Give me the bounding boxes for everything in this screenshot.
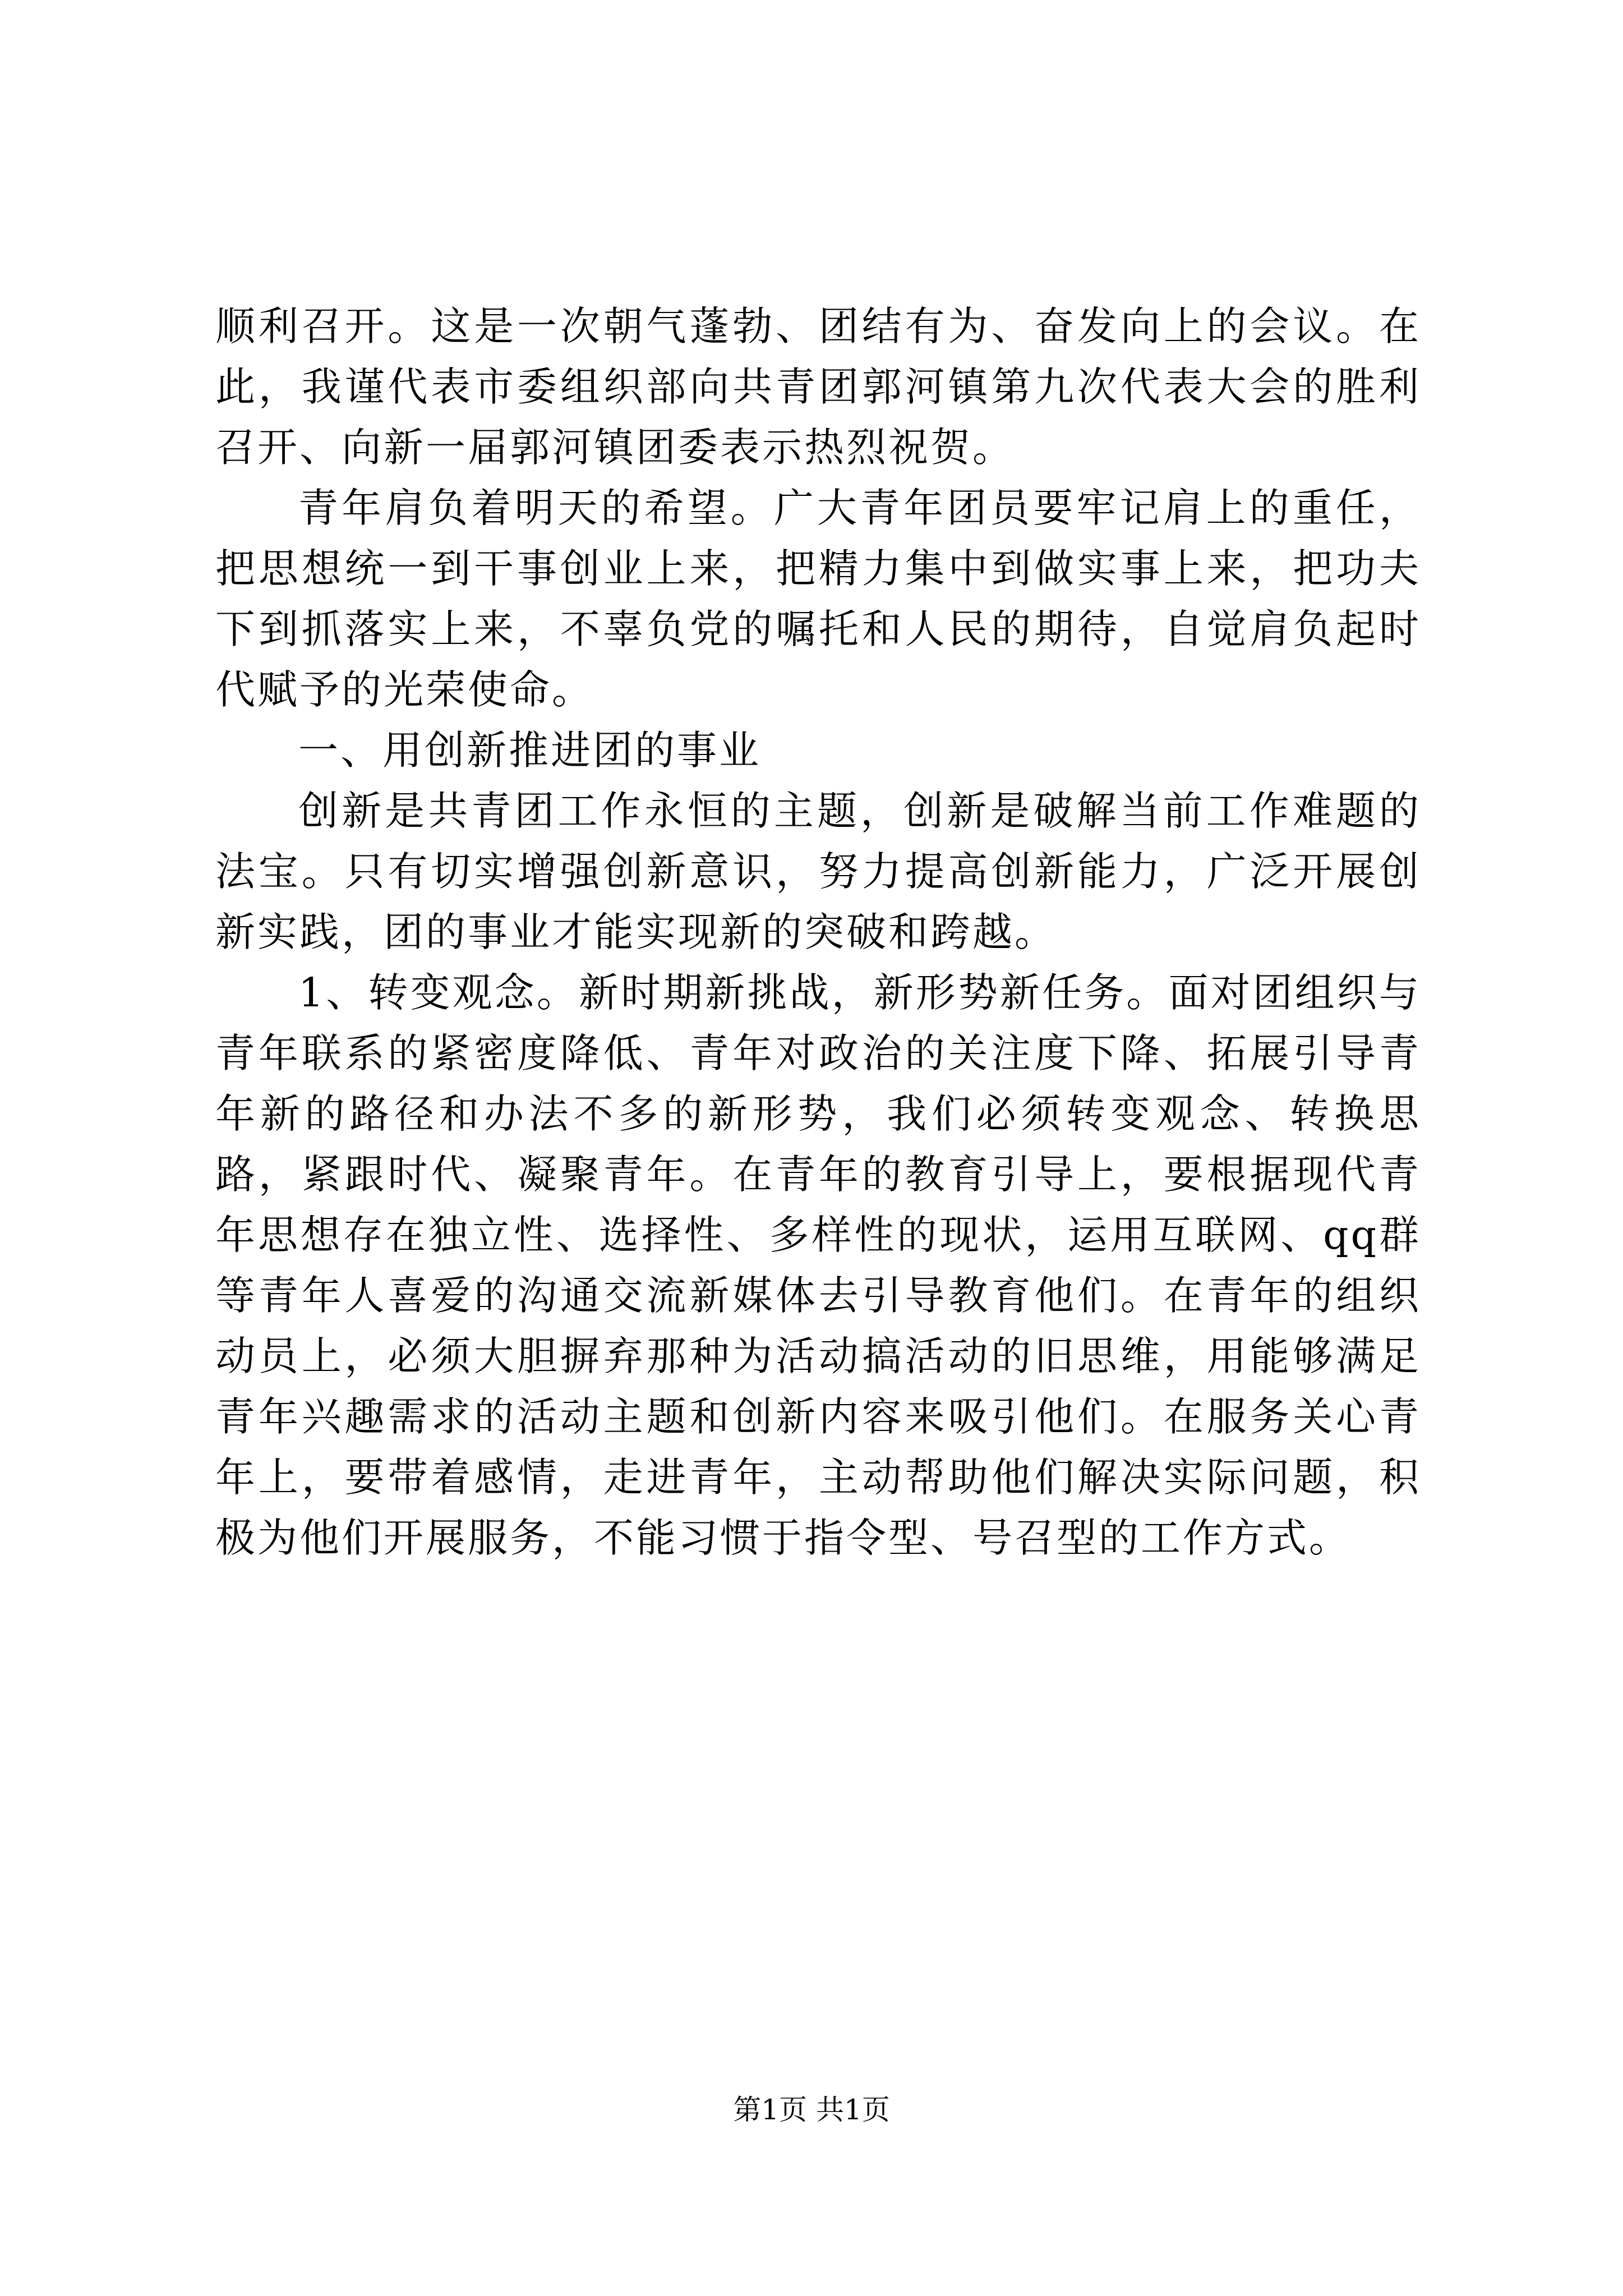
page-footer: 第1页 共1页 (733, 2093, 890, 2126)
paragraph-innovation: 创新是共青团工作永恒的主题，创新是破解当前工作难题的法宝。只有切实增强创新意识，努力提高创新能力，广泛开展创新实践，团的事业才能实现新的突破和跨越。 (215, 788, 1421, 955)
section-heading-innovation: 一、用创新推进团的事业 (298, 727, 762, 774)
document-body (215, 296, 1421, 1568)
paragraph-youth-hope: 青年肩负着明天的希望。广大青年团员要牢记肩上的重任，把思想统一到干事创业上来，把精力集中到做实事上来，把功夫下到抓落实上来，不辜负党的嘱托和人民的期待，自觉肩负起时代赋予的光荣使命。 (215, 485, 1421, 713)
paragraph-change-concepts: 1、转变观念。新时期新挑战，新形势新任务。面对团组织与青年联系的紧密度降低、青年对政治的关注度下降、拓展引导青年新的路径和办法不多的新形势，我们必须转变观念、转换思路，紧跟时代、凝聚青年。在青年的教育引导上，要根据现代青年思想存在独立性、选择性、多样性的现状，运用互联网、qq群等青年人喜爱的沟通交流新媒体去引导教育他们。在青年的组织动员上，必须大胆摒弃那种为活动搞活动的旧思维，用能够满足青年兴趣需求的活动主题和创新内容来吸引他们。在服务关心青年上，要带着感情，走进青年，主动帮助他们解决实际问题，积极为他们开展服务，不能习惯于指令型、号召型的工作方式。 (215, 969, 1421, 1561)
paragraph-opening: 顺利召开。这是一次朝气蓬勃、团结有为、奋发向上的会议。在此，我谨代表市委组织部向共青团郭河镇第九次代表大会的胜利召开、向新一届郭河镇团委表示热烈祝贺。 (215, 303, 1421, 471)
